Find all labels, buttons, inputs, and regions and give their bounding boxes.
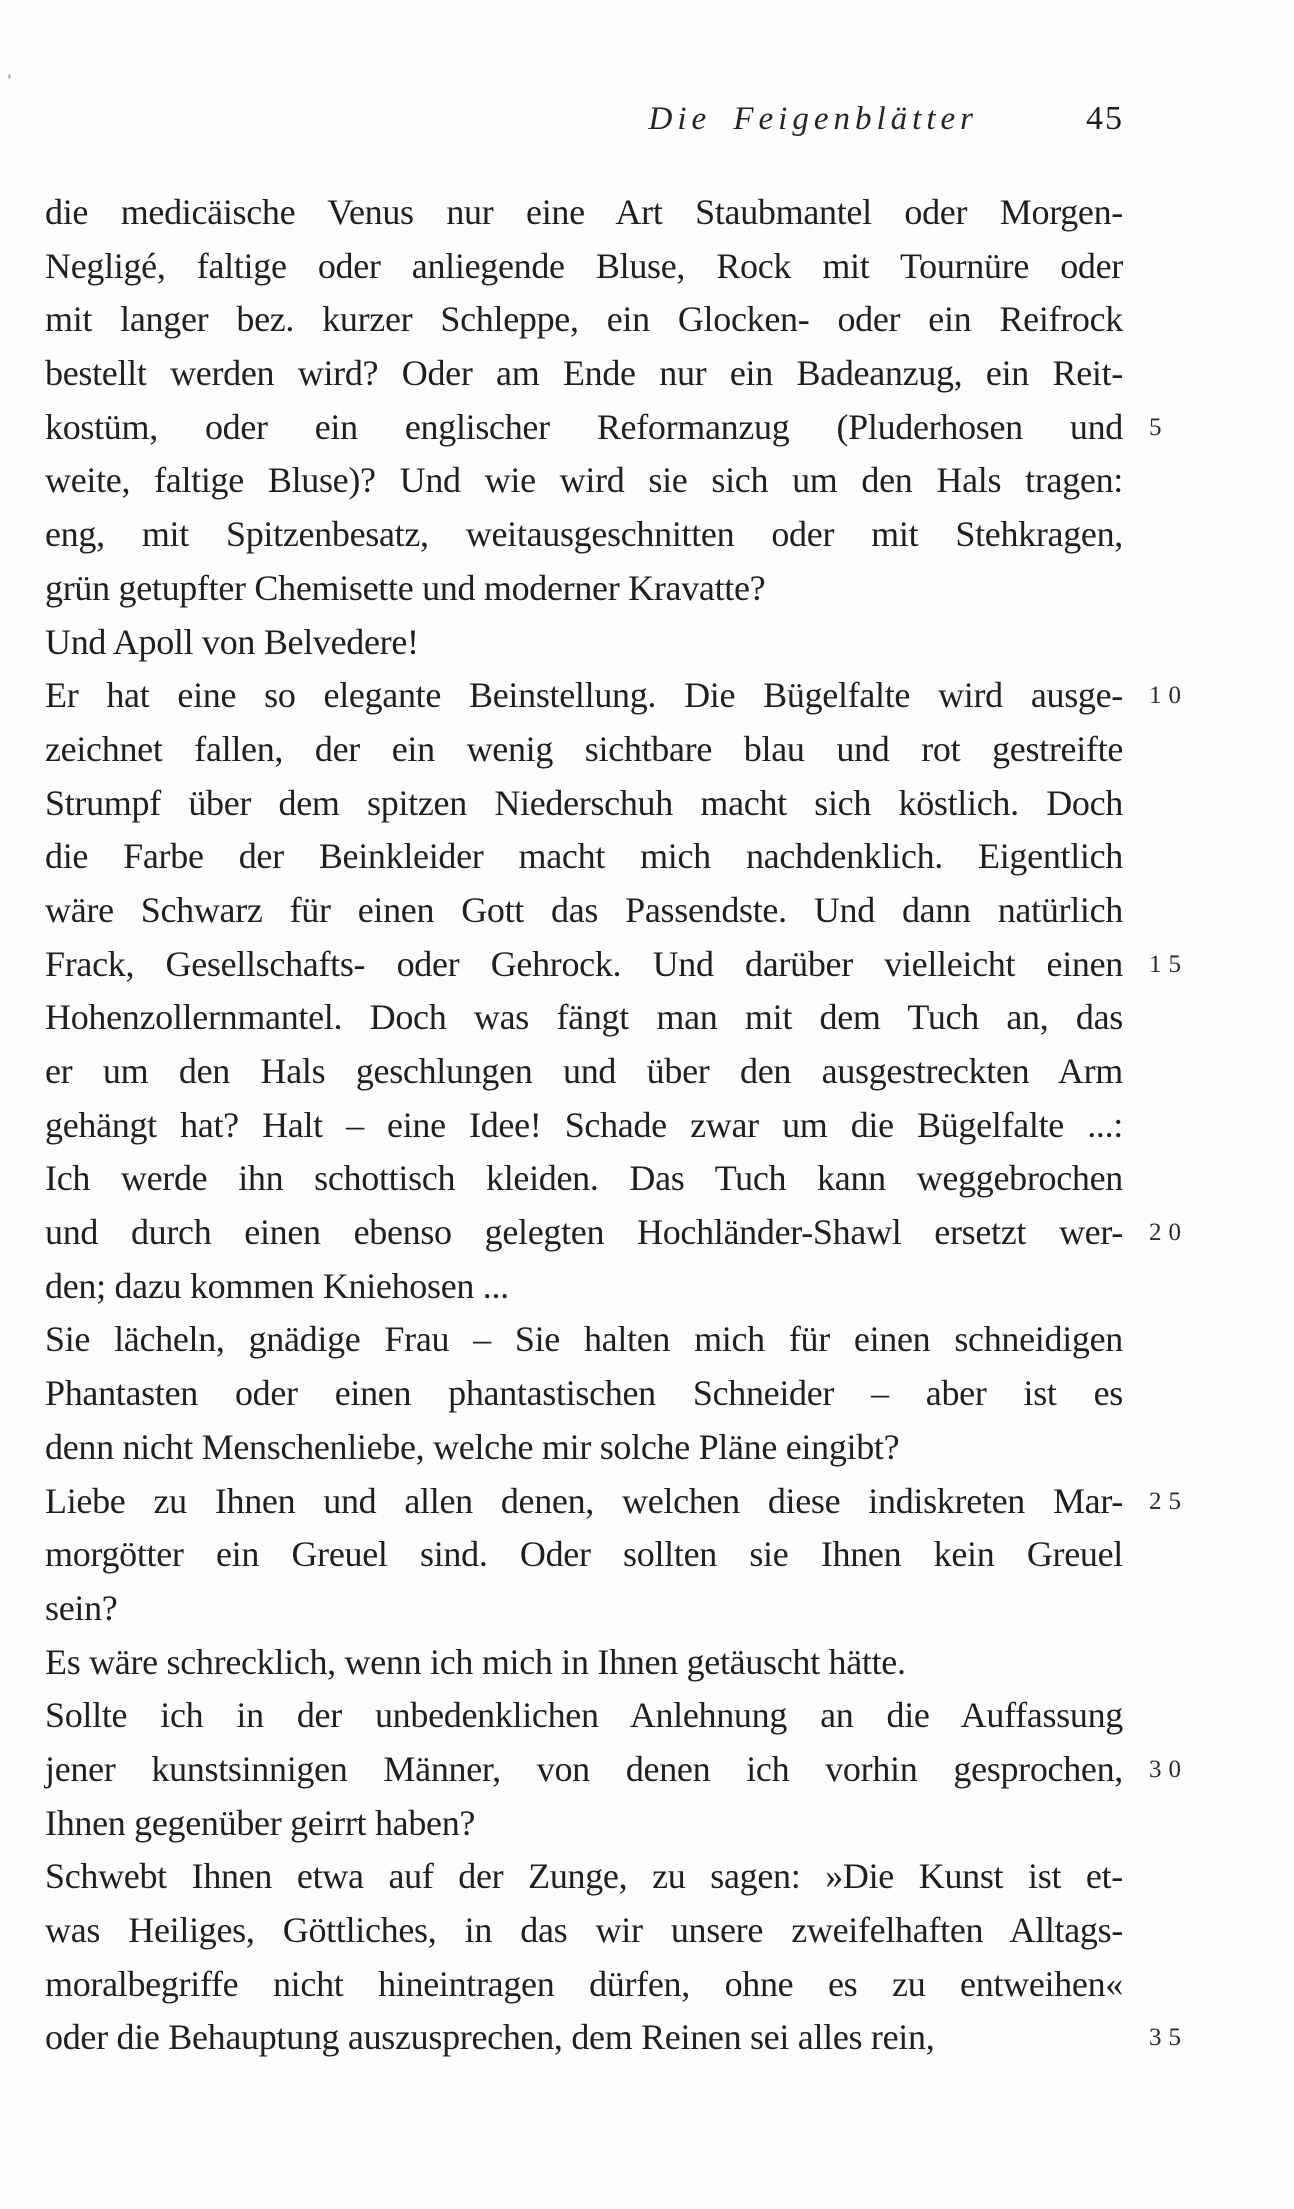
- text-line-content: moralbegriffe nicht hineintragen dürfen, ohne es zu entweihen«: [45, 1963, 1123, 2004]
- text-line: [45, 777, 1123, 831]
- text-line: [45, 401, 1169, 455]
- text-line: [45, 991, 1123, 1045]
- text-line-content: kostüm, oder ein englischer Reformanzug (Pluderhosen und: [45, 406, 1123, 447]
- text-line: [45, 1797, 1123, 1851]
- text-line: [45, 562, 1123, 616]
- chapter-title: Die Feigenblätter: [648, 101, 978, 137]
- text-line-content: er um den Hals geschlungen und über den ausgestreckten Arm: [45, 1051, 1123, 1091]
- text-line-content: sein?: [45, 1587, 118, 1628]
- text-line-content: eng, mit Spitzenbesatz, weitausgeschnitten oder mit Stehkragen,: [45, 514, 1123, 555]
- text-line-content: jener kunstsinnigen Männer, von denen ich vorhin gesprochen,: [45, 1748, 1123, 1789]
- text-line-content: bestellt werden wird? Oder am Ende nur ein Badeanzug, ein Reit-: [45, 353, 1123, 394]
- running-head: [45, 100, 1124, 138]
- margin-line-number: 20: [1149, 1219, 1188, 1247]
- text-line: [45, 938, 1188, 992]
- margin-line-number: 30: [1149, 1755, 1188, 1783]
- text-line: [45, 2011, 1188, 2065]
- text-line-content: Liebe zu Ihnen und allen denen, welchen diese indiskreten Mar-: [45, 1480, 1123, 1521]
- text-line: [45, 1850, 1123, 1904]
- text-line: [45, 347, 1123, 401]
- text-line: [45, 1367, 1123, 1421]
- text-line: [45, 1152, 1123, 1206]
- text-line-content: gehängt hat? Halt – eine Idee! Schade zwar um die Bügelfalte ...:: [45, 1104, 1123, 1145]
- text-line: [45, 1958, 1123, 2012]
- text-line-content: Schwebt Ihnen etwa auf der Zunge, zu sagen: »Die Kunst ist et-: [45, 1856, 1123, 1897]
- text-line: [45, 508, 1123, 562]
- text-line-content: Sie lächeln, gnädige Frau – Sie halten mich für einen schneidigen: [45, 1319, 1123, 1360]
- margin-line-number: 35: [1149, 2024, 1188, 2052]
- text-line-content: Es wäre schrecklich, wenn ich mich in Ihnen getäuscht hätte.: [45, 1641, 906, 1682]
- text-line: [45, 1421, 1123, 1475]
- text-line: [45, 830, 1123, 884]
- margin-line-number: 5: [1149, 413, 1169, 441]
- text-line-content: mit langer bez. kurzer Schleppe, ein Glocken- oder ein Reifrock: [45, 299, 1123, 340]
- text-line-content: weite, faltige Bluse)? Und wie wird sie sich um den Hals tragen:: [45, 460, 1123, 501]
- text-block: [45, 186, 1188, 2065]
- text-line-content: Er hat eine so elegante Beinstellung. Die Bügelfalte wird ausge-: [45, 675, 1123, 716]
- text-line: [45, 1045, 1123, 1099]
- text-line-content: zeichnet fallen, der ein wenig sichtbare blau und rot gestreifte: [45, 728, 1123, 769]
- text-line-content: Hohenzollernmantel. Doch was fängt man mit dem Tuch an, das: [45, 997, 1123, 1038]
- text-line-content: Ich werde ihn schottisch kleiden. Das Tuch kann weggebrochen: [45, 1158, 1123, 1199]
- text-line: [45, 1475, 1188, 1529]
- text-line: [45, 1743, 1188, 1797]
- text-line: [45, 1636, 1123, 1690]
- text-line: [45, 884, 1123, 938]
- text-line: [45, 669, 1188, 723]
- margin-line-number: 10: [1149, 682, 1188, 710]
- text-line-content: den; dazu kommen Kniehosen ...: [45, 1265, 509, 1306]
- text-line: [45, 240, 1123, 294]
- text-line-content: oder die Behauptung auszusprechen, dem Reinen sei alles rein,: [45, 2017, 935, 2058]
- text-line-content: denn nicht Menschenliebe, welche mir solche Pläne eingibt?: [45, 1426, 900, 1467]
- text-line: [45, 1099, 1123, 1153]
- text-line: [45, 454, 1123, 508]
- text-line-content: und durch einen ebenso gelegten Hochländer-Shawl ersetzt wer-: [45, 1212, 1123, 1253]
- page-number: 45: [1086, 100, 1124, 137]
- text-line-content: was Heiliges, Göttliches, in das wir unsere zweifelhaften Alltags-: [45, 1910, 1123, 1950]
- text-line: [45, 1582, 1123, 1636]
- text-line-content: Und Apoll von Belvedere!: [45, 621, 419, 662]
- text-line-content: Phantasten oder einen phantastischen Schneider – aber ist es: [45, 1373, 1123, 1414]
- scan-artifact: [8, 74, 11, 79]
- text-line-content: Sollte ich in der unbedenklichen Anlehnung an die Auffassung: [45, 1695, 1123, 1736]
- text-line-content: die medicäische Venus nur eine Art Staubmantel oder Morgen-: [45, 192, 1123, 232]
- text-line: [45, 1260, 1123, 1314]
- margin-line-number: 15: [1149, 950, 1188, 978]
- text-line: [45, 1528, 1123, 1582]
- text-line: [45, 1689, 1123, 1743]
- text-line: [45, 1206, 1188, 1260]
- text-line-content: Frack, Gesellschafts- oder Gehrock. Und darüber vielleicht einen: [45, 943, 1123, 984]
- text-line: [45, 293, 1123, 347]
- text-line: [45, 723, 1123, 777]
- text-line-content: grün getupfter Chemisette und moderner Kravatte?: [45, 567, 766, 608]
- text-line-content: wäre Schwarz für einen Gott das Passendste. Und dann natürlich: [45, 889, 1123, 930]
- text-line: [45, 186, 1123, 240]
- text-line-content: Ihnen gegenüber geirrt haben?: [45, 1802, 476, 1843]
- text-line-content: die Farbe der Beinkleider macht mich nachdenklich. Eigentlich: [45, 836, 1123, 877]
- text-line: [45, 1904, 1123, 1958]
- text-line: [45, 616, 1123, 670]
- text-line: [45, 1313, 1123, 1367]
- text-line-content: Strumpf über dem spitzen Niederschuh macht sich köstlich. Doch: [45, 782, 1123, 823]
- text-line-content: Negligé, faltige oder anliegende Bluse, Rock mit Tournüre oder: [45, 245, 1123, 286]
- text-line-content: morgötter ein Greuel sind. Oder sollten sie Ihnen kein Greuel: [45, 1534, 1123, 1575]
- margin-line-number: 25: [1149, 1487, 1188, 1515]
